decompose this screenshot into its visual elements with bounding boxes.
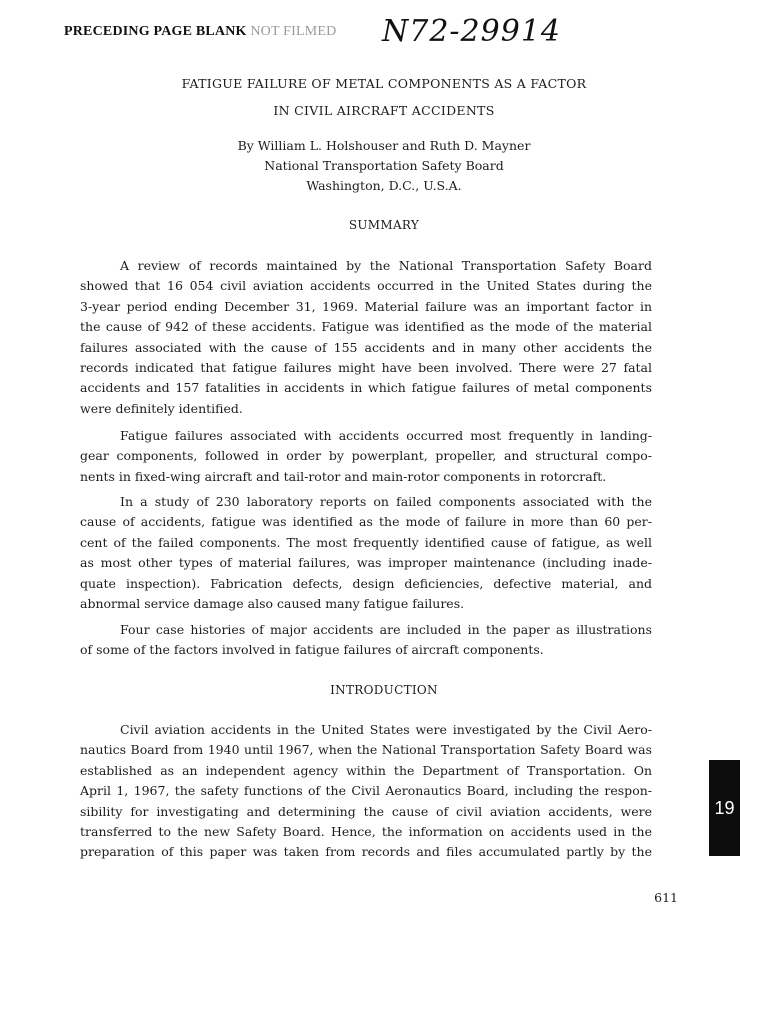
paper-title-line-1: FATIGUE FAILURE OF METAL COMPONENTS AS A FACTOR [181,76,587,91]
text-line: A review of records maintained by the National Transportation Safety Board [120,258,652,273]
text-line: Four case histories of major accidents are included in the paper as illustrations [120,622,652,637]
preceding-page-stamp [64,24,337,40]
text-line: gear components, followed in order by powerplant, propeller, and structural compo- [80,448,652,464]
text-line: of some of the factors involved in fatigue failures of aircraft components. [80,642,544,658]
summary-heading: SUMMARY [348,218,420,232]
text-line: April 1, 1967, the safety functions of the Civil Aeronautics Board, including the respon- [80,783,652,799]
section-tab-marker [709,760,740,856]
text-line: cent of the failed components. The most frequently identified cause of fatigue, as well [80,534,652,550]
introduction-paragraph [80,720,652,863]
text-line: preparation of this paper was taken from records and files accumulated partly by the [80,844,652,860]
stamp-faint-text: NOT FILMED [250,24,337,39]
text-line: the cause of 942 of these accidents. Fatigue was identified as the mode of the material [80,319,652,335]
text-line: were definitely identified. [80,400,243,416]
text-line: showed that 16 054 civil aviation accidents occurred in the United States during the [80,278,652,294]
paper-title-line-2: IN CIVIL AIRCRAFT ACCIDENTS [273,103,495,118]
affiliation: National Transportation Safety Board [264,158,504,173]
text-line: Civil aviation accidents in the United States were investigated by the Civil Aero- [120,722,652,737]
summary-paragraph-3 [80,492,652,614]
text-line: In a study of 230 laboratory reports on failed components associated with the [120,494,652,509]
text-line: as most other types of material failures, was improper maintenance (including inade- [80,555,652,571]
text-line: quate inspection). Fabrication defects, design deficiencies, defective material, and [80,575,652,591]
section-tab-number: 19 [714,798,735,818]
stamp-bold-text: PRECEDING PAGE BLANK [64,24,247,39]
text-line: Fatigue failures associated with accidents occurred most frequently in landing- [120,428,652,443]
text-line: established as an independent agency within the Department of Transportation. On [80,762,652,778]
text-line: cause of accidents, fatigue was identified as the mode of failure in more than 60 per- [80,514,652,530]
text-line: records indicated that fatigue failures might have been involved. There were 27 fatal [80,359,652,375]
text-line: abnormal service damage also caused many fatigue failures. [80,595,465,611]
introduction-heading: INTRODUCTION [330,683,438,697]
summary-paragraph-2 [80,426,652,487]
text-line: 3-year period ending December 31, 1969. Material failure was an important factor in [80,298,652,314]
byline [0,136,768,196]
summary-paragraph-4 [80,620,652,661]
text-line: nents in fixed-wing aircraft and tail-rotor and main-rotor components in rotorcraft. [80,468,607,484]
text-line: nautics Board from 1940 until 1967, when the National Transportation Safety Board was [80,742,652,758]
location: Washington, D.C., U.S.A. [306,178,462,193]
text-line: accidents and 157 fatalities in accidents in which fatigue failures of metal components [80,380,652,396]
text-line: sibility for investigating and determining the cause of civil aviation accidents, were [80,803,652,819]
authors: By William L. Holshouser and Ruth D. Mayner [237,138,531,153]
text-line: transferred to the new Safety Board. Hence, the information on accidents used in the [80,823,652,839]
page-number: 611 [654,890,678,905]
summary-paragraph-1 [80,256,652,419]
text-line: failures associated with the cause of 155 accidents and in many other accidents the [80,339,652,355]
handwritten-accession-number: N72-29914 [382,14,561,49]
